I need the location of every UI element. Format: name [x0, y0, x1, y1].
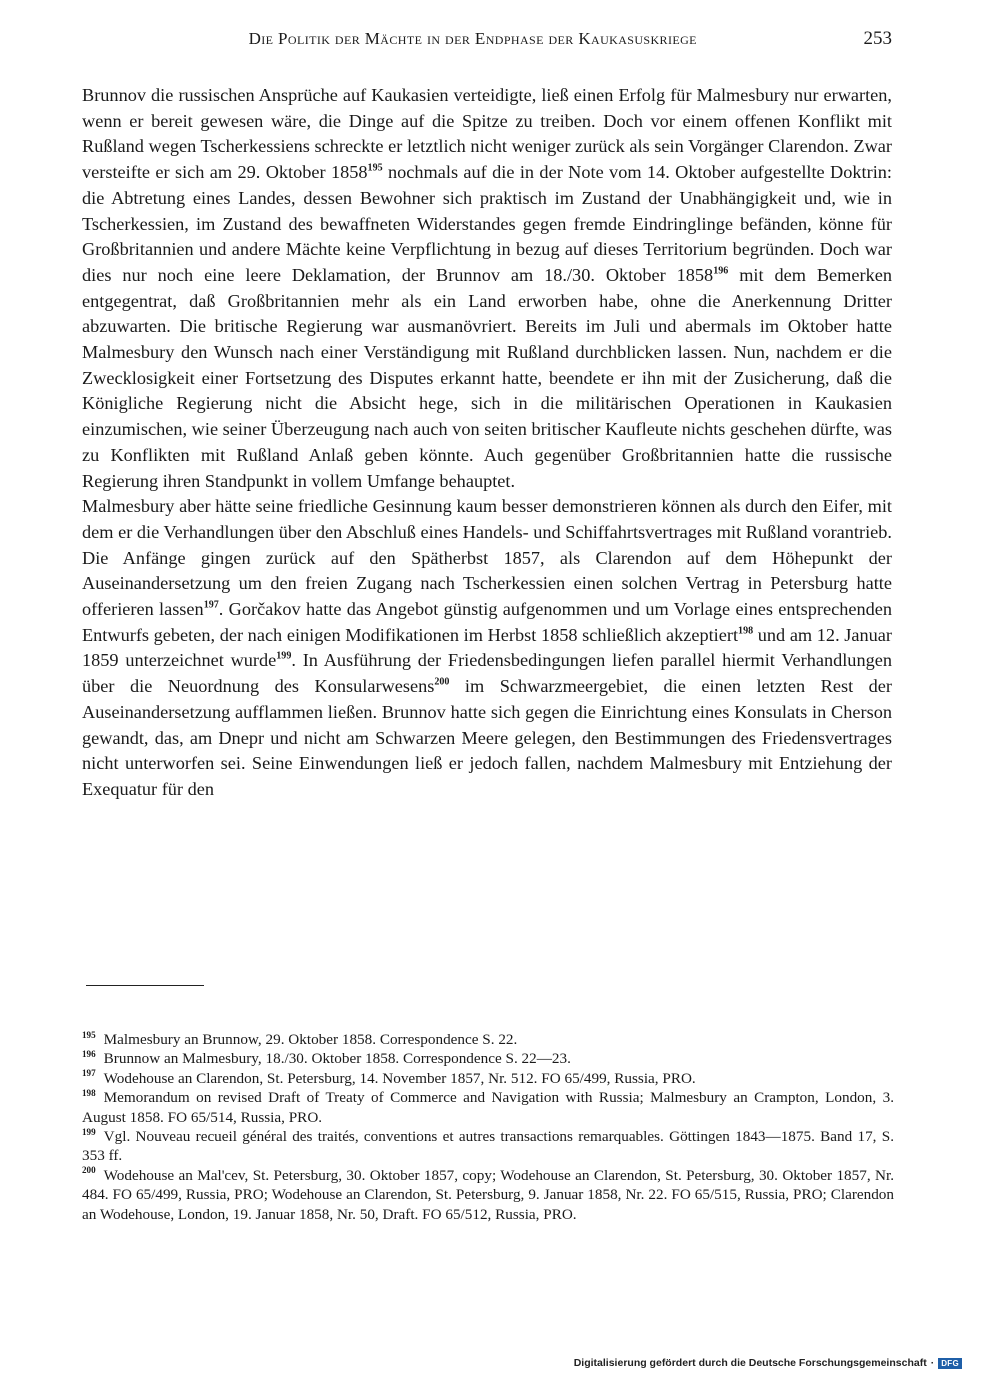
footnote-197	[82, 1069, 894, 1088]
footnote-200	[82, 1166, 894, 1224]
footnote-number: 195	[82, 1029, 96, 1040]
paragraph-2	[82, 494, 892, 802]
running-title: Die Politik der Mächte in der Endphase der Kaukasuskriege	[248, 29, 697, 48]
text-run: mit dem Bemerken entgegentrat, daß Großbritannien mehr als ein Land erworben habe, ohne die Anerkennung Dritter abzuwarten. Die britische Regierung war ausmanövriert. Bereits im Juli und abermals im Oktober hatte Malmesbury den Wunsch nach einer Verständigung mit Rußland durchblicken lassen. Nun, nachdem er die Zwecklosigkeit einer Fortsetzung des Disputes erkannt hatte, beendete er ihn mit der Zusicherung, daß die Königliche Regierung nicht die Absicht hege, sich in die militärischen Operationen in Kaukasien einzumischen, wie seiner Überzeugung nach auch von seiten britischer Kaufleute nichts geschehen dürfte, was zu Konflikten mit Rußland Anlaß geben könnte. Auch gegenüber Großbritannien hatte die russische Regierung ihren Standpunkt in vollem Umfange behauptet.	[82, 264, 892, 491]
footnote-ref-198: 198	[738, 625, 754, 637]
footnote-195	[82, 1030, 894, 1049]
paragraph-1	[82, 83, 892, 494]
footnote-text: Memorandum on revised Draft of Treaty of Commerce and Navigation with Russia; Malmesbury an Crampton, London, 3. August 1858. FO 65/514, Russia, PRO.	[82, 1089, 894, 1126]
footnote-text: Wodehouse an Clarendon, St. Petersburg, 14. November 1857, Nr. 512. FO 65/499, Russia, PRO.	[103, 1069, 696, 1087]
footnote-divider	[86, 985, 204, 986]
footnote-ref-196: 196	[713, 265, 729, 277]
funding-notice	[574, 1357, 962, 1369]
footnote-199	[82, 1127, 894, 1166]
footnote-ref-195: 195	[367, 162, 383, 174]
footnote-ref-199: 199	[276, 650, 292, 662]
text-run: und am 12. Januar 1859 unterzeichnet wurde	[82, 624, 892, 671]
footnote-text: Malmesbury an Brunnow, 29. Oktober 1858. Correspondence S. 22.	[103, 1031, 518, 1048]
footnotes	[82, 1030, 894, 1224]
text-run: nochmals auf die in der Note vom 14. Oktober aufgestellte Doktrin: die Abtretung eines Landes, dessen Bewohner sich praktisch im Zustand der Unabhängigkeit und, wie in Tscherkessien, im Zustand des bewaffneten Widerstandes gegen fremde Eindringlinge befänden, könne für Großbritannien und andere Mächte keine Verpflichtung in bezug auf dieses Territorium begründen. Doch war dies nur noch eine leere Deklamation, der Brunnov am 18./30. Oktober 1858	[82, 162, 892, 285]
footnote-number: 196	[82, 1049, 96, 1060]
footnote-text: Wodehouse an Mal'cev, St. Petersburg, 30. Oktober 1857, copy; Wodehouse an Clarendon, St. Petersburg, 30. Oktober 1857, Nr. 484. FO 65/499, Russia, PRO; Wodehouse an Clarendon, St. Petersburg, 9. Januar 1858, Nr. 22. FO 65/515, Russia, PRO; Clarendon an Wodehouse, London, 19. Januar 1858, Nr. 50, Draft. FO 65/512, Russia, PRO.	[82, 1166, 894, 1223]
footnote-text: Brunnow an Malmesbury, 18./30. Oktober 1858. Correspondence S. 22—23.	[103, 1050, 571, 1068]
footnote-number: 197	[82, 1068, 96, 1079]
footnote-number: 200	[82, 1165, 96, 1176]
page-number: 253	[863, 28, 892, 49]
text-run: Brunnov die russischen Ansprüche auf Kaukasien verteidigte, ließ einen Erfolg für Malmesbury nur erwarten, wenn er bereit gewesen wäre, die Dinge auf die Spitze zu treiben. Doch vor einem offenen Konflikt mit Rußland wegen Tscherkessiens schreckte er letztlich nicht weniger zurück als sein Vorgänger Clarendon. Zwar versteifte er sich am 29. Oktober 1858	[82, 85, 892, 183]
footnote-number: 198	[82, 1087, 96, 1098]
text-run: Malmesbury aber hätte seine friedliche Gesinnung kaum besser demonstrieren können als durch den Eifer, mit dem er die Verhandlungen über den Abschluß eines Handels- und Schiffahrtsvertrages mit Rußland vorantrieb. Die Anfänge gingen zurück auf den Spätherbst 1857, als Clarendon auf dem Höhepunkt der Auseinandersetzung um den freien Zugang nach Tscherkessien einen solchen Vertrag in Petersburg hatte offerieren lassen	[82, 496, 892, 620]
text-run: im Schwarzmeergebiet, die einen letzten Rest der Auseinandersetzung aufflammen ließen. Brunnov hatte sich gegen die Einrichtung eines Konsulats in Cherson gewandt, das, am Dnepr und nicht am Schwarzen Meere gelegen, den Bestimmungen des Friedensvertrages nicht unterworfen sei. Seine Einwendungen ließ er jedoch fallen, nachdem Malmesbury mit Entziehung der Exequatur für den	[82, 676, 892, 799]
funding-separator: ·	[930, 1357, 935, 1369]
footnote-text: Vgl. Nouveau recueil général des traités, conventions et autres transactions remarquables. Göttingen 1843—1875. Band 17, S. 353 ff.	[82, 1128, 894, 1165]
footnote-198	[82, 1088, 894, 1127]
footnote-ref-200: 200	[434, 676, 450, 688]
text-run: . Gorčakov hatte das Angebot günstig aufgenommen und um Vorlage eines entsprechenden Entwurfs gebeten, der nach einigen Modifikationen im Herbst 1858 schließlich akzeptiert	[82, 599, 892, 645]
running-head	[82, 28, 892, 50]
footnote-ref-197: 197	[203, 599, 219, 611]
dfg-logo-icon: DFG	[938, 1358, 962, 1369]
funding-text: Digitalisierung gefördert durch die Deutsche Forschungsgemeinschaft	[573, 1357, 927, 1369]
footnote-196	[82, 1049, 894, 1068]
body-text	[82, 83, 892, 803]
text-run: . In Ausführung der Friedensbedingungen liefen parallel hiermit Verhandlungen über die Neuordnung des Konsularwesens	[82, 650, 892, 697]
footnote-number: 199	[82, 1126, 96, 1137]
